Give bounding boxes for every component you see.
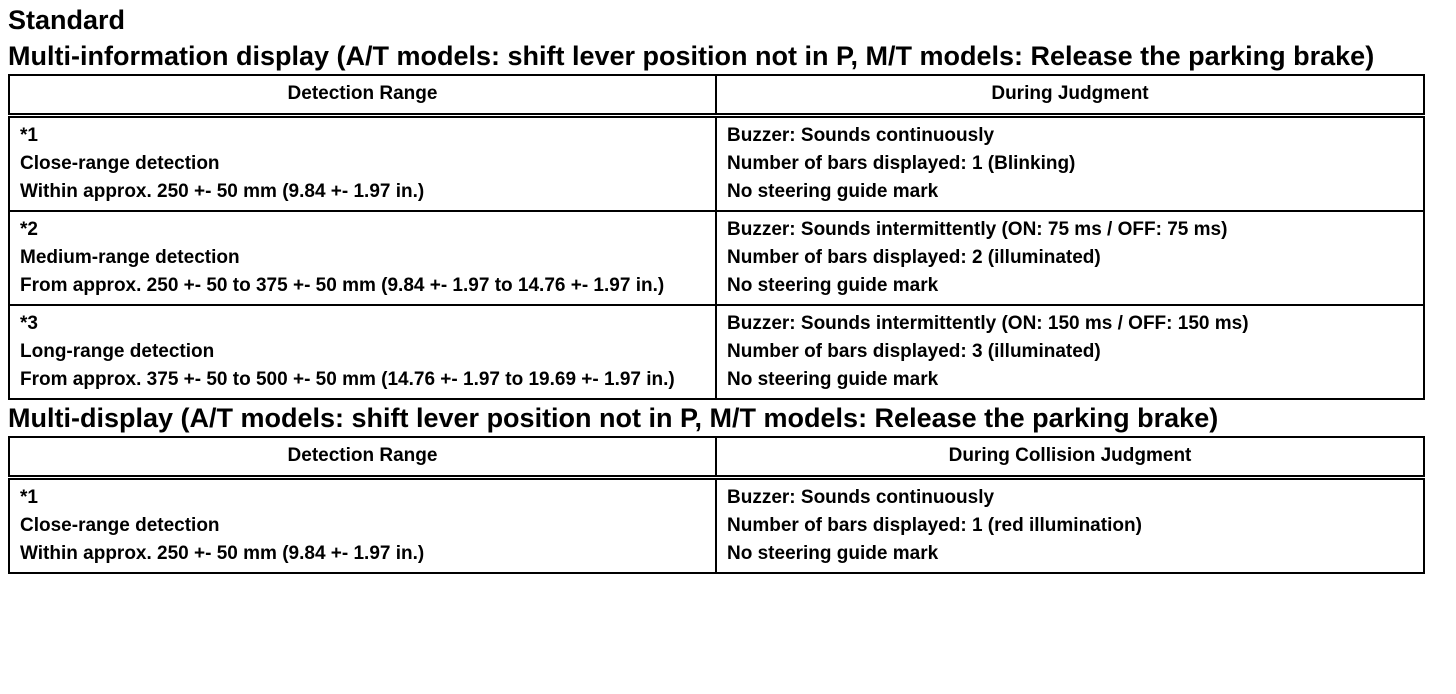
judgment-cell: [716, 305, 1424, 399]
buzzer-text: Buzzer: Sounds intermittently (ON: 75 ms / OFF: 75 ms): [727, 219, 1228, 240]
column-header-detection-range: Detection Range: [9, 437, 716, 478]
section-heading-multi-information-display: Multi-information display (A/T models: shift lever position not in P, M/T models: Release the parking brake): [8, 41, 1375, 71]
bars-text: Number of bars displayed: 1 (Blinking): [727, 153, 1076, 174]
table-row: [9, 116, 1424, 212]
bars-text: Number of bars displayed: 3 (illuminated): [727, 341, 1101, 362]
range-marker: *1: [20, 125, 38, 146]
guide-mark-text: No steering guide mark: [727, 181, 939, 202]
range-marker: *1: [20, 487, 38, 508]
table-row: [9, 305, 1424, 399]
detection-range-cell: [9, 305, 716, 399]
judgment-cell: [716, 478, 1424, 574]
judgment-cell: [716, 211, 1424, 305]
column-header-detection-range: Detection Range: [9, 75, 716, 116]
guide-mark-text: No steering guide mark: [727, 369, 939, 390]
table-row: [9, 211, 1424, 305]
document-title: Standard: [8, 5, 126, 35]
bars-text: Number of bars displayed: 1 (red illumination): [727, 515, 1142, 536]
detection-range-cell: [9, 211, 716, 305]
range-distance: From approx. 250 +- 50 to 375 +- 50 mm (9.84 +- 1.97 to 14.76 +- 1.97 in.): [20, 275, 665, 296]
range-distance: Within approx. 250 +- 50 mm (9.84 +- 1.97 in.): [20, 181, 425, 202]
column-header-during-collision-judgment: During Collision Judgment: [716, 437, 1424, 478]
section-heading-multi-display: Multi-display (A/T models: shift lever position not in P, M/T models: Release the parking brake): [8, 403, 1219, 433]
buzzer-text: Buzzer: Sounds intermittently (ON: 150 ms / OFF: 150 ms): [727, 313, 1249, 334]
range-marker: *2: [20, 219, 38, 240]
table-row: [9, 478, 1424, 574]
bars-text: Number of bars displayed: 2 (illuminated): [727, 247, 1101, 268]
range-distance: Within approx. 250 +- 50 mm (9.84 +- 1.97 in.): [20, 543, 425, 564]
guide-mark-text: No steering guide mark: [727, 543, 939, 564]
table-header-row: [9, 437, 1424, 478]
range-name: Medium-range detection: [20, 247, 240, 268]
range-marker: *3: [20, 313, 38, 334]
range-name: Close-range detection: [20, 153, 220, 174]
guide-mark-text: No steering guide mark: [727, 275, 939, 296]
judgment-cell: [716, 116, 1424, 212]
range-name: Long-range detection: [20, 341, 215, 362]
table-header-row: [9, 75, 1424, 116]
range-name: Close-range detection: [20, 515, 220, 536]
detection-range-cell: [9, 478, 716, 574]
range-distance: From approx. 375 +- 50 to 500 +- 50 mm (14.76 +- 1.97 to 19.69 +- 1.97 in.): [20, 369, 675, 390]
spec-table-multi-display: [8, 436, 1425, 574]
detection-range-cell: [9, 116, 716, 212]
buzzer-text: Buzzer: Sounds continuously: [727, 487, 995, 508]
spec-table-multi-information-display: [8, 74, 1425, 400]
column-header-during-judgment: During Judgment: [716, 75, 1424, 116]
buzzer-text: Buzzer: Sounds continuously: [727, 125, 995, 146]
